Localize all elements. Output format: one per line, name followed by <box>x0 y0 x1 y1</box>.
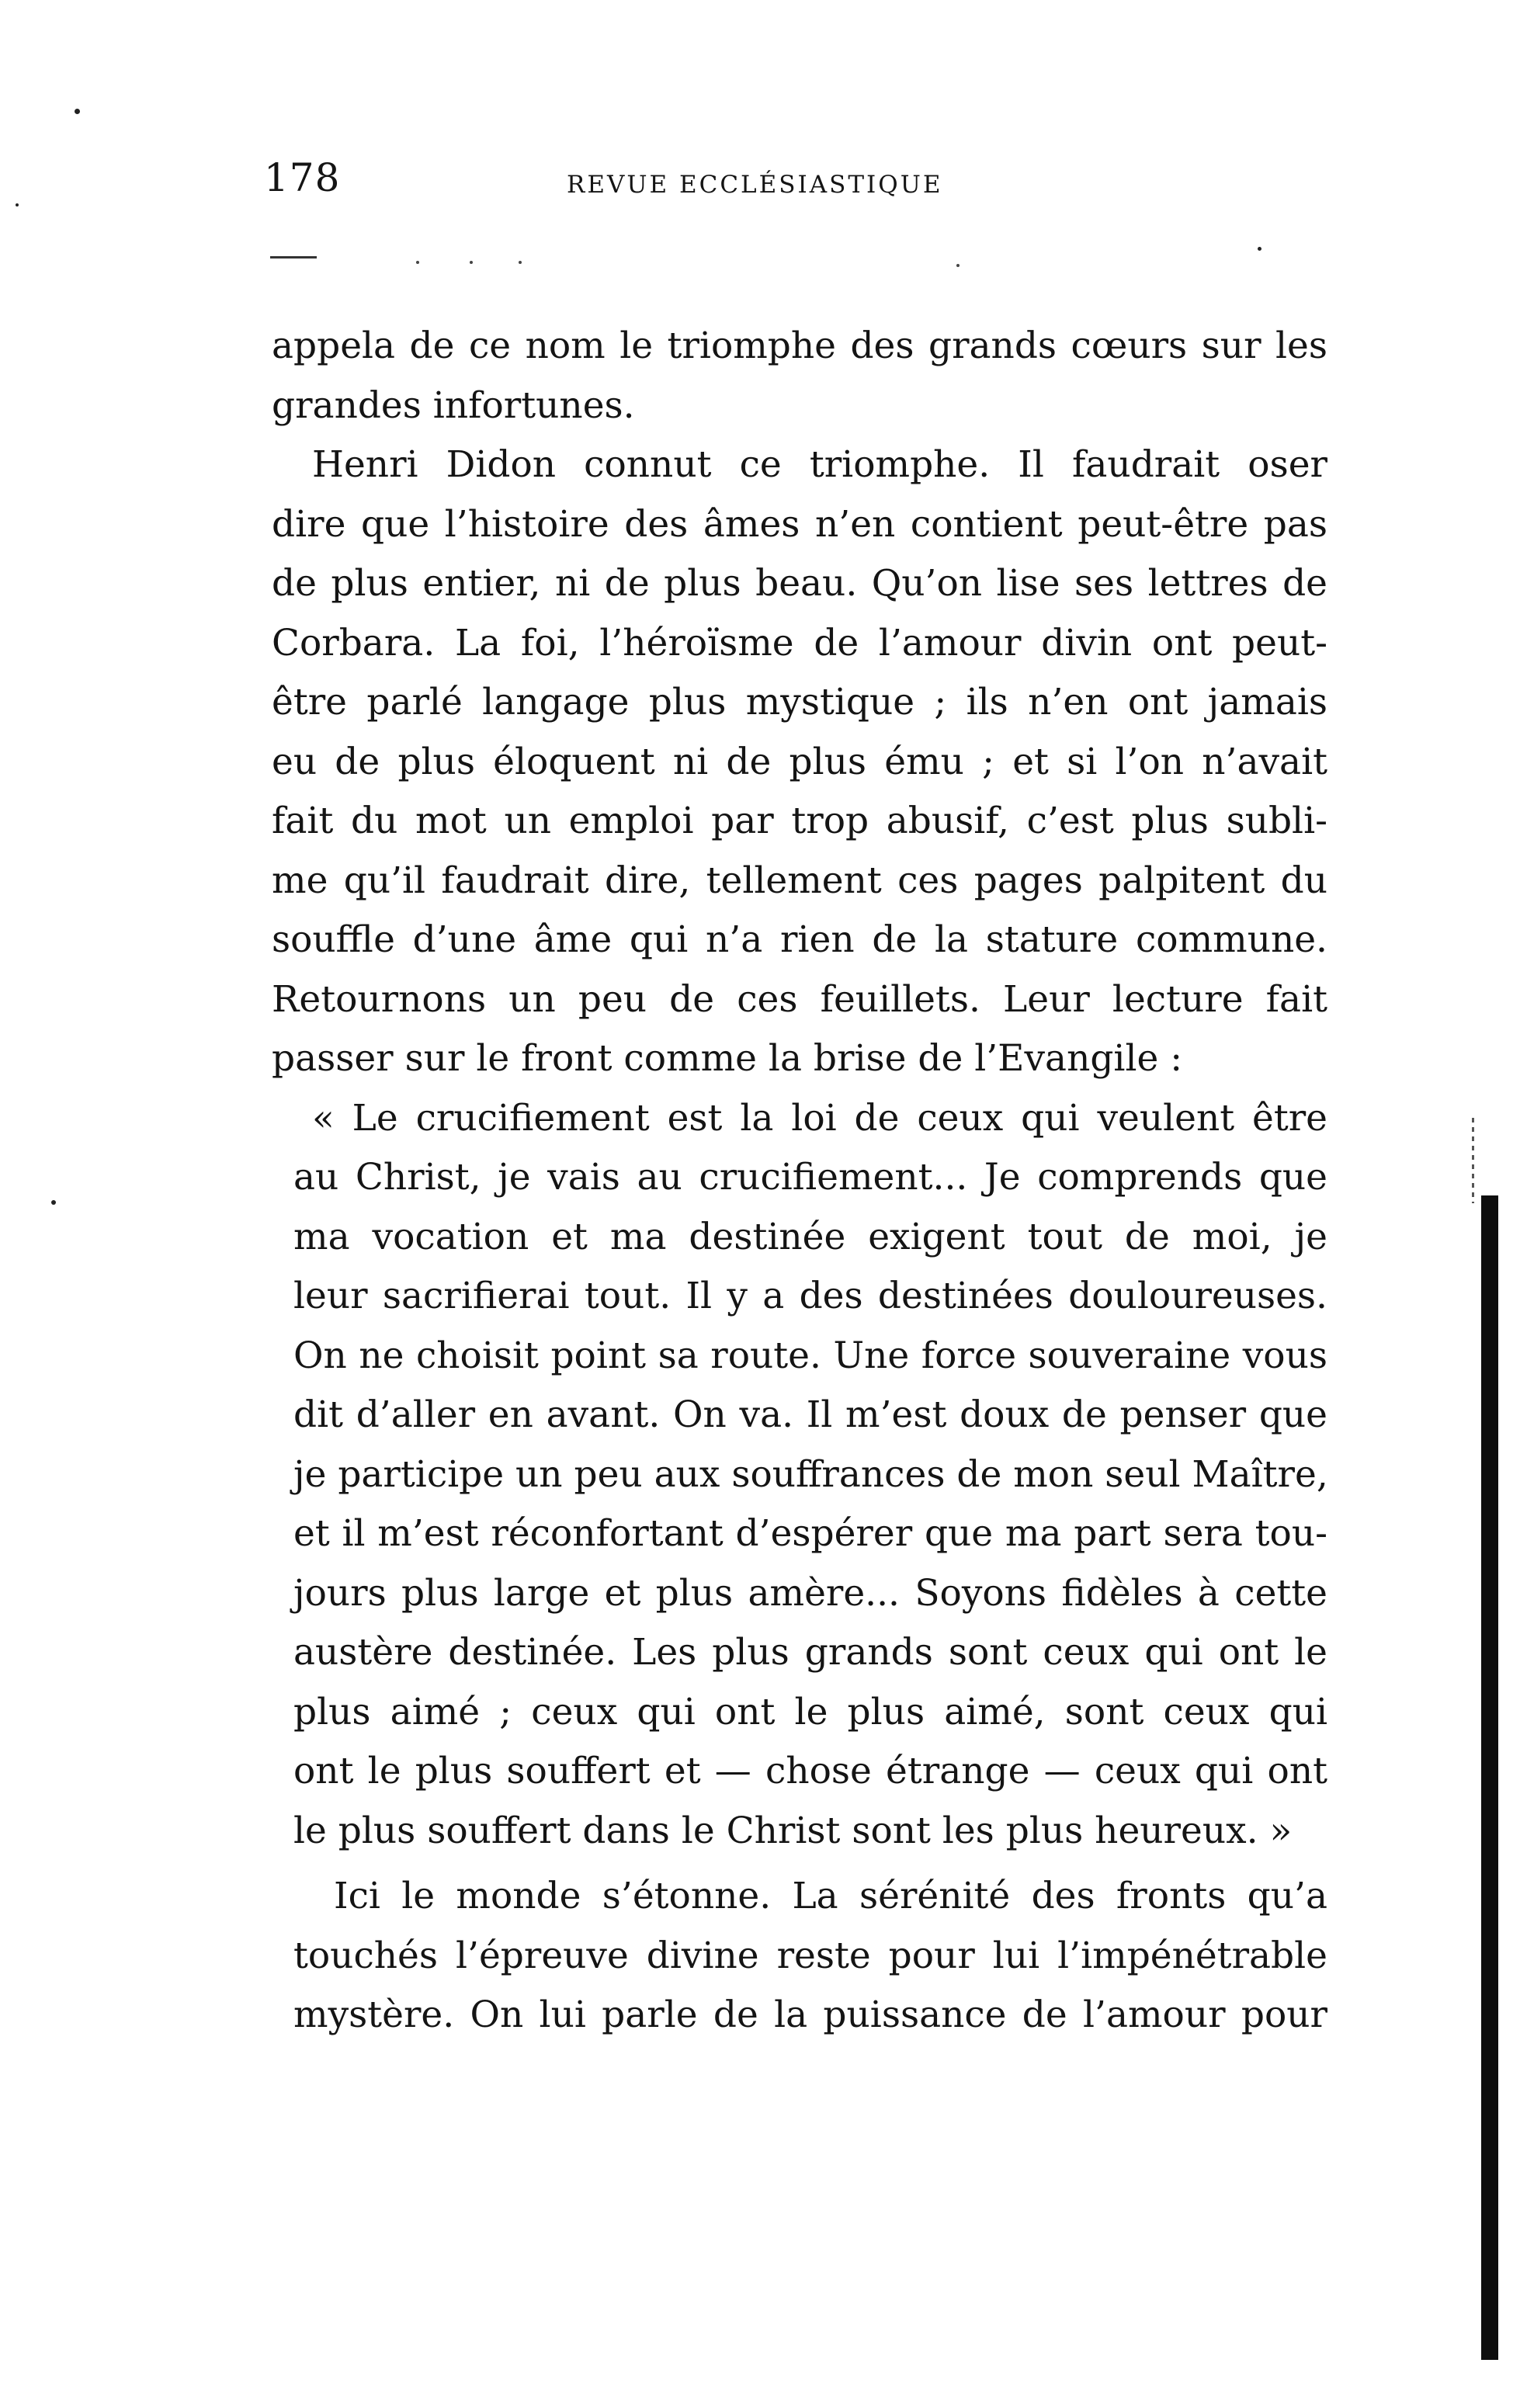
text-line: Ici le monde s’étonne. La sérénité des fronts qu’a <box>334 1875 1327 1917</box>
paragraph-1 <box>272 317 1327 435</box>
text-line: de plus entier, ni de plus beau. Qu’on lise ses lettres de <box>272 562 1327 605</box>
text-line: appela de ce nom le triomphe des grands cœurs sur les <box>272 324 1327 367</box>
text-line: Henri Didon connut ce triomphe. Il faudrait oser <box>312 443 1327 486</box>
text-line: ma vocation et ma destinée exigent tout de moi, je <box>293 1215 1327 1258</box>
scan-edge-bar <box>1481 1195 1498 2360</box>
text-line: jours plus large et plus amère... Soyons fidèles à cette <box>293 1571 1327 1615</box>
text-line: plus aimé ; ceux qui ont le plus aimé, sont ceux qui <box>293 1690 1327 1733</box>
scan-speck <box>16 203 19 206</box>
scan-speck <box>1258 247 1261 251</box>
quotation-paragraph <box>272 1089 1327 1862</box>
text-line: eu de plus éloquent ni de plus ému ; et si l’on n’avait <box>272 740 1327 783</box>
text-line: dit d’aller en avant. On va. Il m’est doux de penser que <box>293 1393 1327 1436</box>
running-head: REVUE ECCLÉSIASTIQUE <box>567 171 943 199</box>
text-line: mystère. On lui parle de la puissance de l’amour pour <box>293 1993 1327 2036</box>
body-text <box>272 317 1327 2045</box>
paragraph-4 <box>272 1867 1327 2045</box>
text-line: fait du mot un emploi par trop abusif, c’est plus subli- <box>272 800 1327 842</box>
page-number: 178 <box>264 155 341 200</box>
text-line: souffle d’une âme qui n’a rien de la stature commune. <box>272 918 1327 961</box>
text-line: ont le plus souffert et — chose étrange — ceux qui ont <box>293 1750 1327 1792</box>
text-line: le plus souffert dans le Christ sont les plus heureux. » <box>293 1809 1293 1852</box>
text-line: leur sacrifierai tout. Il y a des destinées douloureuses. <box>293 1275 1327 1317</box>
text-line: Corbara. La foi, l’héroïsme de l’amour divin ont peut- <box>272 621 1327 664</box>
text-line: me qu’il faudrait dire, tellement ces pages palpitent du <box>272 859 1327 902</box>
page-header <box>264 155 1351 210</box>
text-line: passer sur le front comme la brise de l’Evangile : <box>272 1037 1183 1080</box>
scan-edge-dashes <box>1472 1118 1474 1203</box>
text-line: austère destinée. Les plus grands sont ceux qui ont le <box>293 1631 1327 1674</box>
text-line: au Christ, je vais au crucifiement... Je comprends que <box>293 1156 1327 1199</box>
paragraph-2 <box>272 435 1327 1089</box>
text-line: être parlé langage plus mystique ; ils n’en ont jamais <box>272 681 1327 723</box>
text-line: « Le crucifiement est la loi de ceux qui veulent être <box>312 1096 1327 1140</box>
scan-speck <box>51 1200 56 1205</box>
header-rule <box>270 256 317 258</box>
text-line: dire que l’histoire des âmes n’en contient peut-être pas <box>272 502 1327 546</box>
text-line: et il m’est réconfortant d’espérer que ma part sera tou- <box>293 1512 1327 1555</box>
text-line: je participe un peu aux souffrances de mon seul Maître, <box>293 1452 1328 1496</box>
text-line: On ne choisit point sa route. Une force souveraine vous <box>293 1334 1327 1377</box>
scan-speck <box>75 109 80 114</box>
text-line: grandes infortunes. <box>272 383 635 427</box>
text-line: Retournons un peu de ces feuillets. Leur lecture fait <box>272 977 1327 1021</box>
text-line: touchés l’épreuve divine reste pour lui l’impénétrable <box>293 1934 1327 1977</box>
